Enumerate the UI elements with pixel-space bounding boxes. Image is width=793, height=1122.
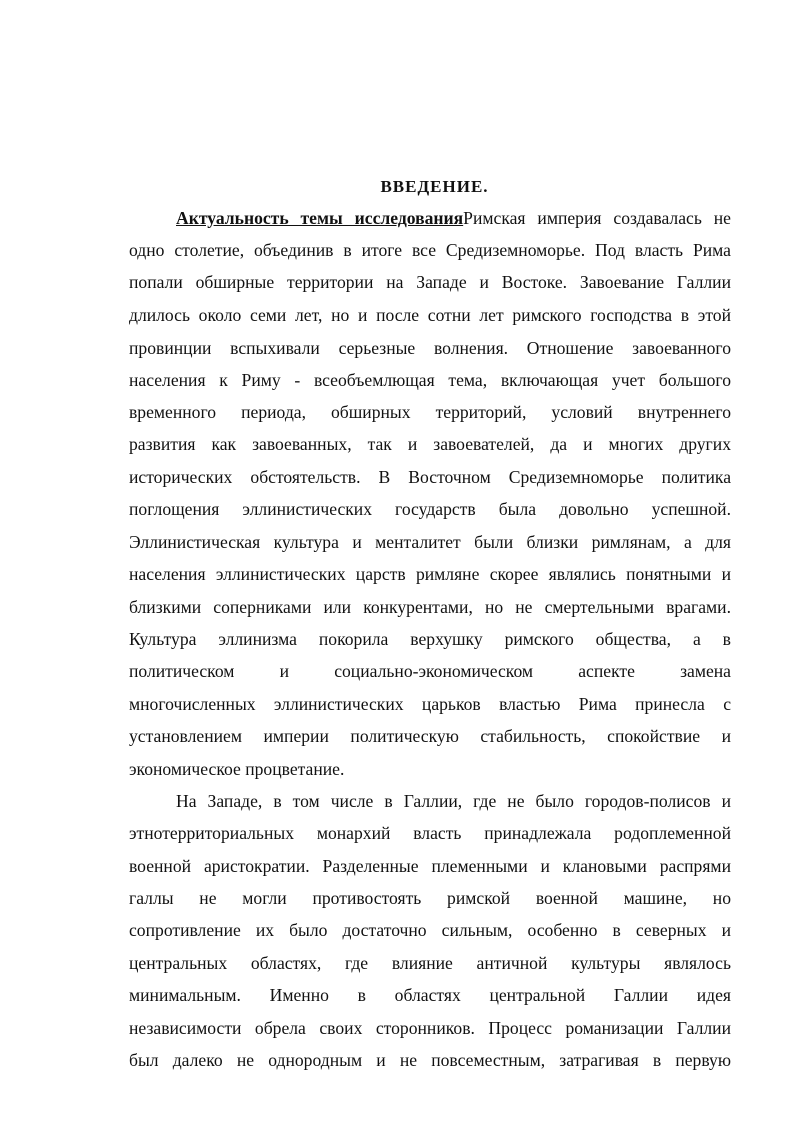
paragraph-line: исторических обстоятельств. В Восточном Средиземноморье политика (129, 467, 731, 487)
paragraph-line: военной аристократии. Разделенные племенными и клановыми распрями (129, 856, 731, 876)
paragraph-line: населения к Риму - всеобъемлющая тема, включающая учет большого (129, 370, 731, 390)
paragraph-line: независимости обрела своих сторонников. Процесс романизации Галлии (129, 1018, 731, 1038)
paragraph-line: длилось около семи лет, но и после сотни лет римского господства в этой (129, 305, 731, 325)
paragraph-line: попали обширные территории на Западе и Востоке. Завоевание Галлии (129, 272, 731, 292)
paragraph-line: многочисленных эллинистических царьков властью Рима принесла с (129, 694, 731, 714)
paragraph-line: экономическое процветание. (129, 759, 345, 779)
paragraph-line: центральных областях, где влияние античной культуры являлось (129, 953, 731, 973)
paragraph-line: был далеко не однородным и не повсеместным, затрагивая в первую (129, 1050, 731, 1070)
paragraph-line: временного периода, обширных территорий, условий внутреннего (129, 402, 731, 422)
paragraph-line: поглощения эллинистических государств была довольно успешной. (129, 499, 731, 519)
paragraph-line: этнотерриториальных монархий власть принадлежала родоплеменной (129, 823, 731, 843)
paragraph-line: одно столетие, объединив в итоге все Средиземноморье. Под власть Рима (129, 240, 731, 260)
paragraph-line: развития как завоеванных, так и завоевателей, да и многих других (129, 434, 731, 454)
page-heading: ВВЕДЕНИЕ. (380, 177, 489, 196)
paragraph-line: населения эллинистических царств римляне скорее являлись понятными и (129, 564, 731, 584)
section-lead-label: Актуальность темы исследования (176, 208, 464, 228)
paragraph-line: Культура эллинизма покорила верхушку римского общества, а в (129, 629, 731, 649)
paragraph-line (176, 208, 731, 230)
line-text: Римская империя создавалась не (463, 208, 731, 228)
paragraph-line: близкими соперниками или конкурентами, но не смертельными врагами. (129, 597, 731, 617)
paragraph-line: установлением империи политическую стабильность, спокойствие и (129, 726, 731, 746)
paragraph-line: минимальным. Именно в областях центральной Галлии идея (129, 985, 731, 1005)
paragraph-line: сопротивление их было достаточно сильным, особенно в северных и (129, 920, 731, 940)
paragraph-line: политическом и социально-экономическом аспекте замена (129, 661, 731, 681)
paragraph-line: галлы не могли противостоять римской военной машине, но (129, 888, 731, 908)
paragraph-line: Эллинистическая культура и менталитет были близки римлянам, а для (129, 532, 731, 552)
paragraph-line: На Западе, в том числе в Галлии, где не было городов-полисов и (176, 791, 731, 811)
paragraph-line: провинции вспыхивали серьезные волнения. Отношение завоеванного (129, 338, 731, 358)
